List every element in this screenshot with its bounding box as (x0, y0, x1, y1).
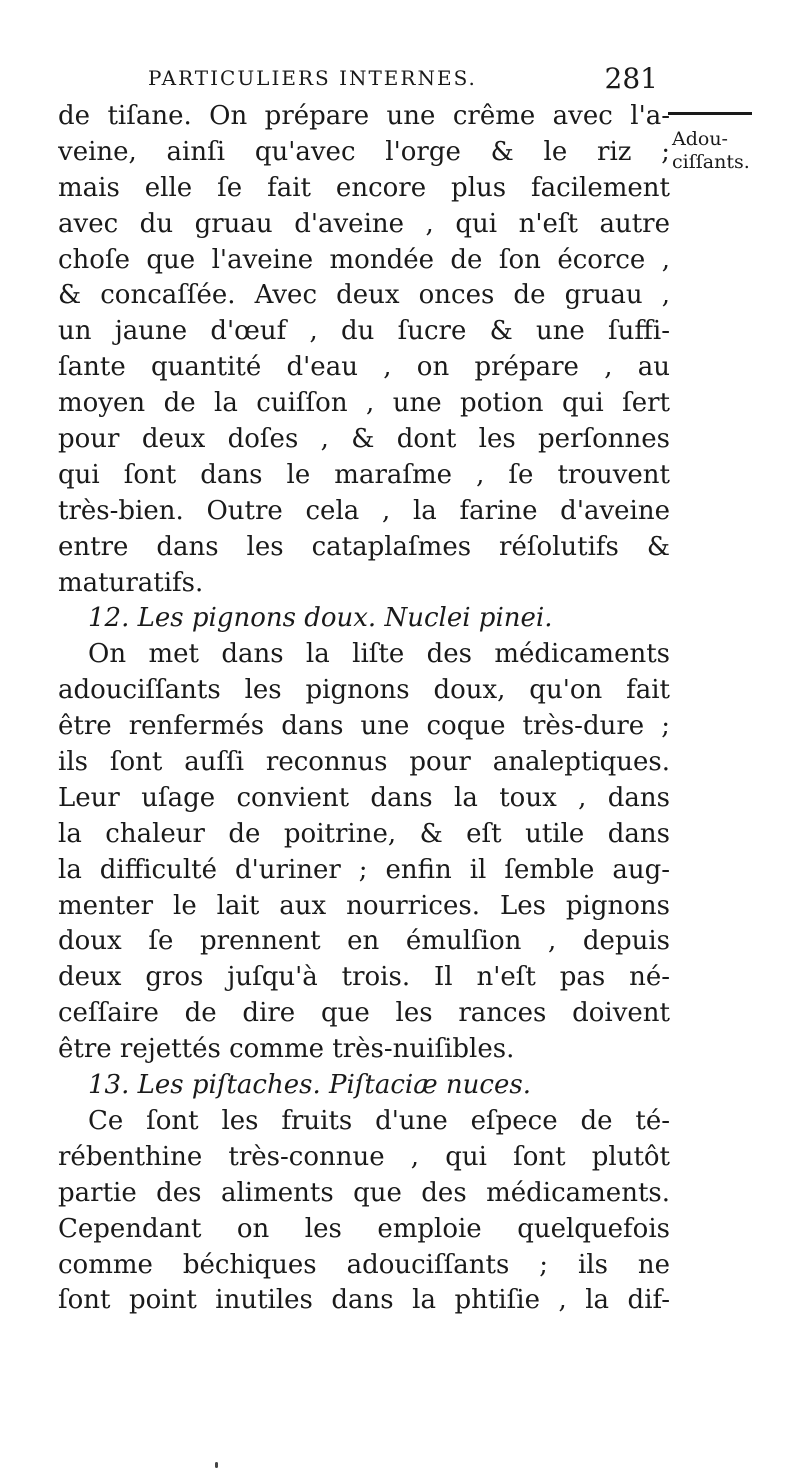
text-line: la chaleur de poitrine, & eſt utile dans (58, 818, 670, 849)
text-line: ils ſont auſſi reconnus pour analeptiques. (58, 747, 670, 778)
text-line: choſe que l'aveine mondée de ſon écorce , (58, 244, 670, 275)
text-line: un jaune d'œuf , du ſucre & une ſuffi- (58, 316, 670, 347)
text-line: deux gros juſqu'à trois. Il n'eſt pas né- (58, 962, 670, 993)
text-line: partie des aliments que des médicaments. (58, 1177, 670, 1208)
text-line: rébenthine très-connue , qui ſont plutôt (58, 1141, 670, 1172)
text-line: ſante quantité d'eau , on prépare , au (58, 352, 670, 383)
margin-note-line: Adou- (672, 128, 728, 150)
text-line: mais elle ſe fait encore plus facilement (58, 172, 670, 203)
margin-rule (668, 112, 752, 115)
body-text (58, 99, 670, 1319)
text-line: pour deux doſes , & dont les perſonnes (58, 424, 670, 455)
text-line: Leur uſage convient dans la toux , dans (58, 782, 670, 813)
text-line: maturatifs. (58, 567, 204, 598)
text-line: qui ſont dans le maraſme , ſe trouvent (58, 459, 670, 490)
text-line: ſont point inutiles dans la phtiſie , la dif- (58, 1285, 670, 1316)
section-heading-13: 13. Les piſtaches. Piſtaciæ nuces. (88, 1070, 531, 1101)
text-line: avec du gruau d'aveine , qui n'eſt autre (58, 208, 670, 239)
text-line: veine, ainſi qu'avec l'orge & le riz ; (58, 136, 670, 167)
text-line: Ce ſont les fruits d'une eſpece de té- (88, 1105, 670, 1136)
text-line: de tiſane. On prépare une crême avec l'a- (58, 101, 670, 131)
text-line: On met dans la liſte des médicaments (88, 639, 670, 670)
text-line: moyen de la cuiſſon , une potion qui ſert (58, 388, 670, 419)
page-number: 281 (604, 62, 658, 95)
text-line: comme béchiques adouciſſants ; ils ne (58, 1249, 670, 1280)
text-line: adouciſſants les pignons doux, qu'on fait (58, 675, 670, 706)
text-line: Cependant on les emploie quelquefois (58, 1213, 670, 1244)
text-line: la difficulté d'uriner ; enfin il ſemble aug- (58, 854, 670, 885)
section-heading-12: 12. Les pignons doux. Nuclei pinei. (88, 603, 553, 634)
text-line: être renfermés dans une coque très-dure ; (58, 711, 670, 742)
text-line: menter le lait aux nourrices. Les pignons (58, 890, 670, 921)
text-line: très-bien. Outre cela , la farine d'aveine (58, 495, 670, 526)
margin-note-line: ciſſants. (672, 151, 750, 173)
text-line: ceſſaire de dire que les rances doivent (58, 998, 670, 1029)
margin-note (672, 128, 800, 174)
running-head: PARTICULIERS INTERNES. (148, 66, 477, 90)
paper-speck (215, 1462, 218, 1468)
text-line: être rejettés comme très-nuiſibles. (58, 1034, 515, 1065)
text-line: doux ſe prennent en émulſion , depuis (58, 926, 670, 957)
page-header (148, 62, 658, 98)
text-line: entre dans les cataplaſmes réſolutifs & (58, 531, 670, 562)
text-line: & concaſſée. Avec deux onces de gruau , (58, 280, 670, 311)
